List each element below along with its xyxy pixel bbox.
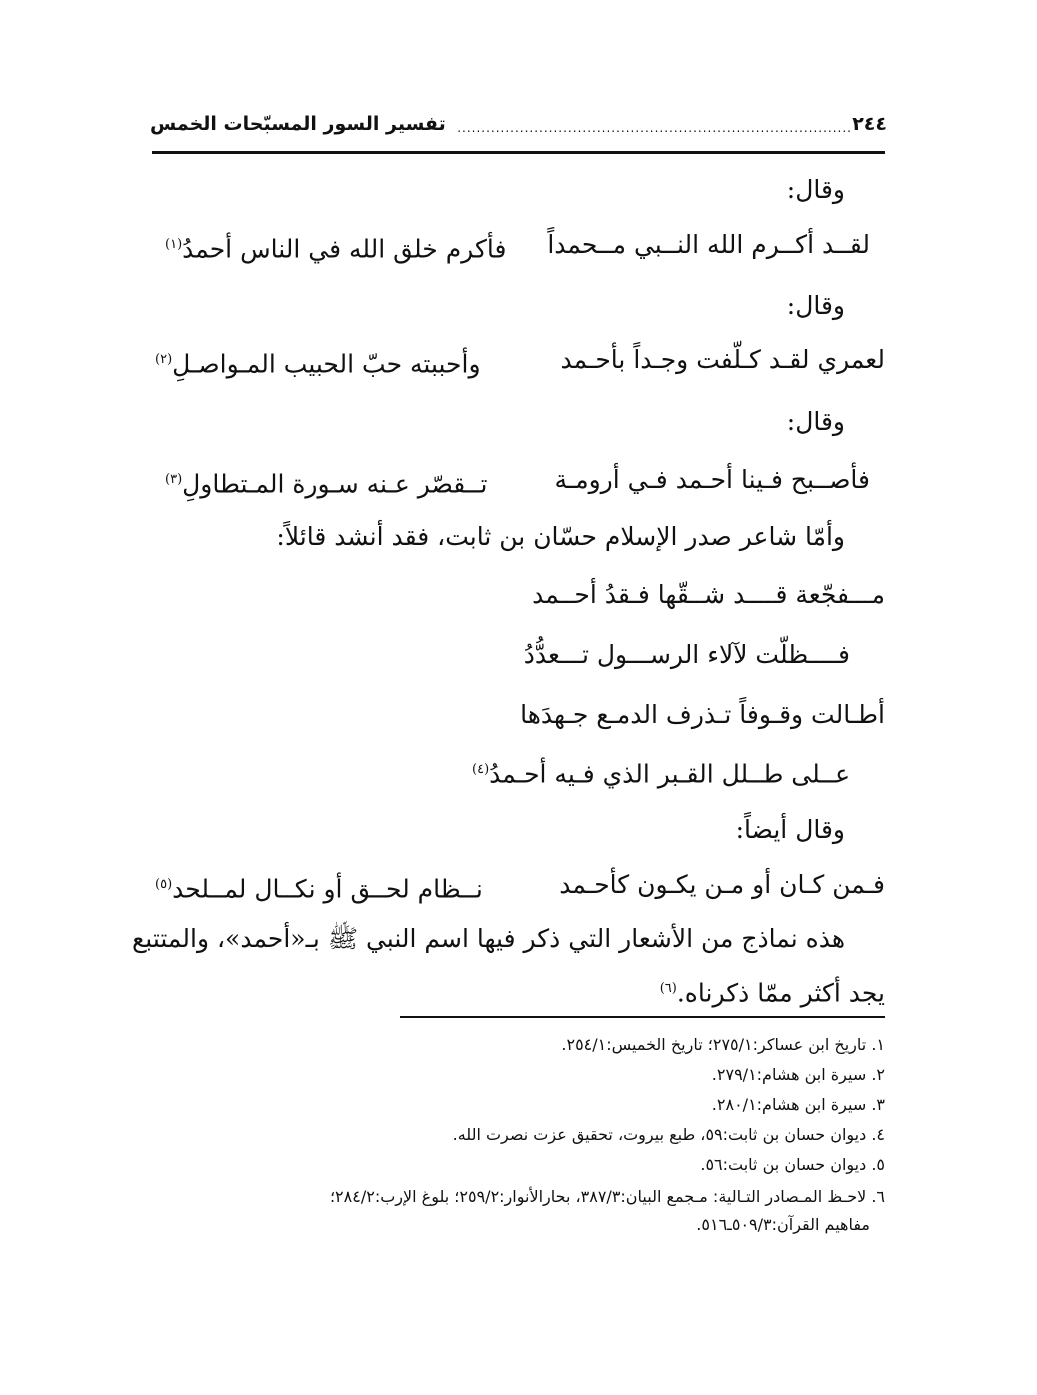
footnote-ref: (٦): [659, 981, 677, 996]
verse-3-second: تــقصّر عـنه سـورة المـتطاولِ$^{(٣)}$: [165, 469, 488, 499]
verse-2-second: وأحببته حبّ الحبيب المـواصـلِ$^{(٢)}$: [155, 349, 481, 379]
footnote-rule: [400, 1016, 885, 1018]
footnote-ref: (٥): [155, 877, 173, 892]
footnote-ref: (١): [165, 237, 183, 252]
said-label: وقال:: [786, 407, 845, 436]
verse-2-first: لعمري لقـد كـلّفت وجـداً بأحـمد: [560, 345, 885, 374]
footnote-ref: (٣): [165, 472, 183, 487]
hassan-line-4: عــلى طــلل القـبر الذي فـيه أحـمدُ$^{(٤)}$: [472, 759, 850, 789]
book-title: تفسير السور المسبّحات الخمس: [150, 113, 446, 135]
footnote-continued: مفاهيم القرآن:٥٠٩/٣ـ٥١٦.: [696, 1215, 870, 1234]
hassan-line-2: فــــظلّت لآلاء الرســـول تـــعدُّدُ: [523, 640, 850, 669]
header-rule: [152, 151, 885, 154]
hassan-intro: وأمّا شاعر صدر الإسلام حسّان بن ثابت، فقد أنشد قائلاً:: [276, 522, 845, 551]
verse-3-first: فأصــبح فـينا أحـمد فـي أرومـة: [554, 465, 870, 494]
hassan-line-1: مـــفجّعة قــــد شــقّها فـقدُ أحــمد: [532, 580, 885, 609]
verse-5-first: فـمن كـان أو مـن يكـون كأحـمد: [559, 870, 885, 899]
conclusion-line-2: يجد أكثر ممّا ذكرناه.$^{(٦)}$: [659, 978, 885, 1008]
said-label: وقال:: [786, 291, 845, 320]
verse-1-first: لقــد أكــرم الله النــبي مــحمداً: [547, 230, 870, 259]
header-dots: ..................................................................................: [457, 121, 852, 135]
said-label: وقال أيضاً:: [735, 815, 845, 844]
page-number: ٢٤٤: [852, 113, 887, 135]
footnote: ٤. ديوان حسان بن ثابت:٥٩، طبع بيروت، تحقيق عزت نصرت الله.: [452, 1125, 885, 1144]
footnote: ١. تاريخ ابن عساكر:٢٧٥/١؛ تاريخ الخميس:٢٥٤/١.: [561, 1035, 885, 1054]
hassan-line-3: أطـالت وقـوفاً تـذرف الدمـع جـهدَها: [520, 700, 885, 729]
footnote: ٣. سيرة ابن هشام:٢٨٠/١.: [711, 1095, 885, 1114]
footnote-ref: (٤): [472, 762, 490, 777]
verse-5-second: نــظام لحــق أو نكــال لمــلحد$^{(٥)}$: [155, 874, 483, 904]
said-label: وقال:: [786, 175, 845, 204]
footnote: ٦. لاحـظ المـصادر التـالية: مـجمع البيان:٣٨٧/٣، بحارالأنوار:٢٥٩/٢؛ بلوغ الإرب:٢٨٤/٢؛: [329, 1187, 885, 1206]
footnote: ٢. سيرة ابن هشام:٢٧٩/١.: [711, 1065, 885, 1084]
footnote: ٥. ديوان حسان بن ثابت:٥٦.: [700, 1155, 885, 1174]
footnote-ref: (٢): [155, 352, 173, 367]
conclusion-line-1: هذه نماذج من الأشعار التي ذكر فيها اسم النبي ﷺ بـ«أحمد»، والمتتبع: [131, 924, 845, 953]
verse-1-second: فأكرم خلق الله في الناس أحمدُ$^{(١)}$: [165, 234, 507, 264]
